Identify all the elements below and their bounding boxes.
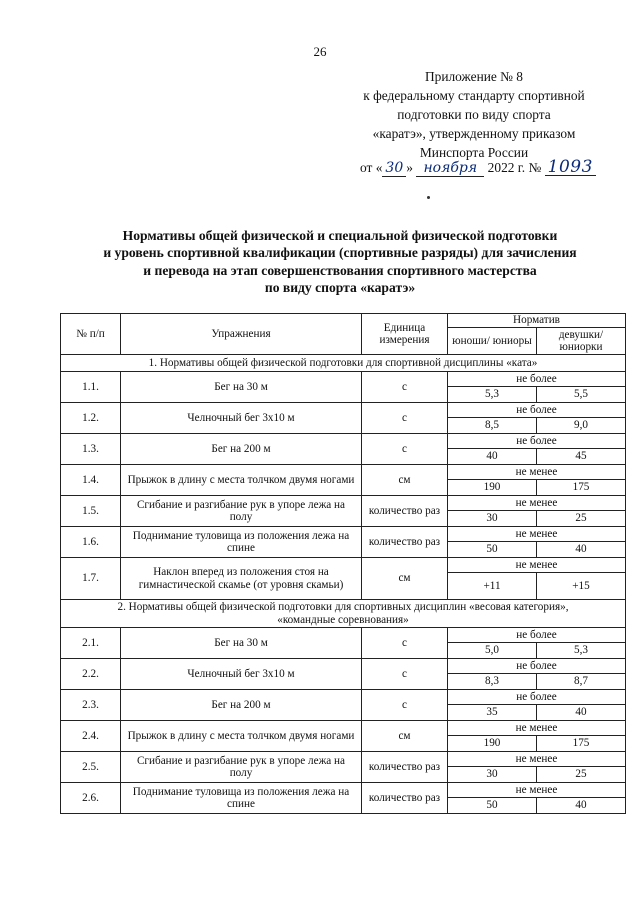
table-row (61, 752, 626, 767)
norm-condition: не более (448, 434, 626, 449)
exercise-name: Сгибание и разгибание рук в упоре лежа на полу (121, 752, 362, 783)
value-boys: +11 (448, 573, 537, 600)
table-body (61, 355, 626, 814)
table-row (61, 690, 626, 705)
table-row (61, 434, 626, 449)
date-prefix: от « (360, 160, 383, 175)
value-girls: 9,0 (537, 418, 626, 434)
value-girls: +15 (537, 573, 626, 600)
table-row (61, 403, 626, 418)
row-number: 2.2. (61, 659, 121, 690)
row-number: 2.3. (61, 690, 121, 721)
value-girls: 8,7 (537, 674, 626, 690)
appendix-line: Минспорта России (419, 145, 529, 160)
value-boys: 190 (448, 480, 537, 496)
norm-condition: не менее (448, 527, 626, 542)
section-row (61, 355, 626, 372)
value-girls: 25 (537, 767, 626, 783)
unit: количество раз (362, 752, 448, 783)
header-girls: девушки/ юниорки (537, 328, 626, 355)
order-date-line (360, 157, 620, 177)
section-title: 2. Нормативы общей физической подготовки для спортивных дисциплин «весовая категория», «командные соревнования» (61, 600, 626, 628)
header-num: № п/п (61, 314, 121, 355)
value-boys: 50 (448, 798, 537, 814)
table-row (61, 783, 626, 798)
header-boys: юноши/ юниоры (448, 328, 537, 355)
header-unit: Единица измерения (362, 314, 448, 355)
value-girls: 175 (537, 736, 626, 752)
row-number: 1.1. (61, 372, 121, 403)
value-boys: 35 (448, 705, 537, 721)
table-row (61, 465, 626, 480)
row-number: 1.5. (61, 496, 121, 527)
title-line: Нормативы общей физической и специальной физической подготовки (122, 228, 558, 243)
unit: с (362, 690, 448, 721)
exercise-name: Прыжок в длину с места толчком двумя ногами (121, 721, 362, 752)
header-norm: Норматив (448, 314, 626, 328)
row-number: 1.4. (61, 465, 121, 496)
table-row (61, 527, 626, 542)
unit: с (362, 434, 448, 465)
row-number: 2.4. (61, 721, 121, 752)
exercise-name: Сгибание и разгибание рук в упоре лежа на полу (121, 496, 362, 527)
stray-dot (427, 196, 430, 199)
row-number: 1.7. (61, 558, 121, 600)
title-line: и перевода на этап совершенствования спортивного мастерства (143, 262, 537, 278)
row-number: 1.3. (61, 434, 121, 465)
unit: количество раз (362, 496, 448, 527)
section-title: 1. Нормативы общей физической подготовки для спортивной дисциплины «ката» (61, 355, 626, 372)
appendix-line: подготовки по виду спорта (397, 107, 551, 122)
header-exercise: Упражнения (121, 314, 362, 355)
exercise-name: Бег на 30 м (121, 628, 362, 659)
unit: с (362, 372, 448, 403)
norm-condition: не более (448, 372, 626, 387)
exercise-name: Челночный бег 3x10 м (121, 403, 362, 434)
exercise-name: Бег на 200 м (121, 434, 362, 465)
handwritten-month: ноября (416, 161, 484, 177)
value-boys: 30 (448, 511, 537, 527)
standards-table (60, 313, 626, 814)
appendix-header (340, 67, 608, 162)
value-boys: 190 (448, 736, 537, 752)
norm-condition: не менее (448, 752, 626, 767)
unit: см (362, 558, 448, 600)
norm-condition: не менее (448, 465, 626, 480)
table-row (61, 372, 626, 387)
unit: с (362, 403, 448, 434)
value-girls: 5,3 (537, 643, 626, 659)
unit: с (362, 628, 448, 659)
norm-condition: не более (448, 659, 626, 674)
norm-condition: не менее (448, 558, 626, 573)
value-girls: 175 (537, 480, 626, 496)
value-boys: 50 (448, 542, 537, 558)
page-number: 26 (313, 44, 327, 59)
table-row (61, 721, 626, 736)
value-girls: 5,5 (537, 387, 626, 403)
table-row (61, 659, 626, 674)
exercise-name: Бег на 200 м (121, 690, 362, 721)
row-number: 1.2. (61, 403, 121, 434)
value-girls: 40 (537, 798, 626, 814)
value-boys: 8,3 (448, 674, 537, 690)
appendix-line: «каратэ», утвержденному приказом (372, 126, 576, 141)
exercise-name: Прыжок в длину с места толчком двумя ногами (121, 465, 362, 496)
handwritten-order-number: 1093 (545, 160, 596, 176)
title-line: по виду спорта «каратэ» (264, 279, 416, 295)
value-girls: 40 (537, 705, 626, 721)
norm-condition: не менее (448, 496, 626, 511)
row-number: 2.6. (61, 783, 121, 814)
value-boys: 5,0 (448, 643, 537, 659)
row-number: 1.6. (61, 527, 121, 558)
value-boys: 30 (448, 767, 537, 783)
value-girls: 45 (537, 449, 626, 465)
unit: количество раз (362, 527, 448, 558)
appendix-line: к федеральному стандарту спортивной (363, 88, 585, 103)
row-number: 2.1. (61, 628, 121, 659)
row-number: 2.5. (61, 752, 121, 783)
norm-condition: не более (448, 403, 626, 418)
norm-condition: не более (448, 690, 626, 705)
table-row (61, 628, 626, 643)
exercise-name: Поднимание туловища из положения лежа на спине (121, 527, 362, 558)
date-mid: » (406, 160, 413, 175)
unit: с (362, 659, 448, 690)
document-title (60, 227, 620, 296)
norm-condition: не более (448, 628, 626, 643)
value-boys: 40 (448, 449, 537, 465)
unit: см (362, 721, 448, 752)
norm-condition: не менее (448, 783, 626, 798)
appendix-line: Приложение № 8 (424, 69, 524, 84)
value-boys: 8,5 (448, 418, 537, 434)
unit: количество раз (362, 783, 448, 814)
table-row (61, 496, 626, 511)
value-boys: 5,3 (448, 387, 537, 403)
exercise-name: Наклон вперед из положения стоя на гимнастической скамье (от уровня скамьи) (121, 558, 362, 600)
unit: см (362, 465, 448, 496)
table-row (61, 558, 626, 573)
handwritten-day: 30 (382, 161, 406, 177)
exercise-name: Челночный бег 3x10 м (121, 659, 362, 690)
exercise-name: Поднимание туловища из положения лежа на спине (121, 783, 362, 814)
value-girls: 25 (537, 511, 626, 527)
norm-condition: не менее (448, 721, 626, 736)
section-row (61, 600, 626, 628)
value-girls: 40 (537, 542, 626, 558)
date-year: 2022 г. № (487, 160, 542, 175)
title-line: и уровень спортивной квалификации (спортивные разряды) для зачисления (103, 245, 577, 261)
exercise-name: Бег на 30 м (121, 372, 362, 403)
